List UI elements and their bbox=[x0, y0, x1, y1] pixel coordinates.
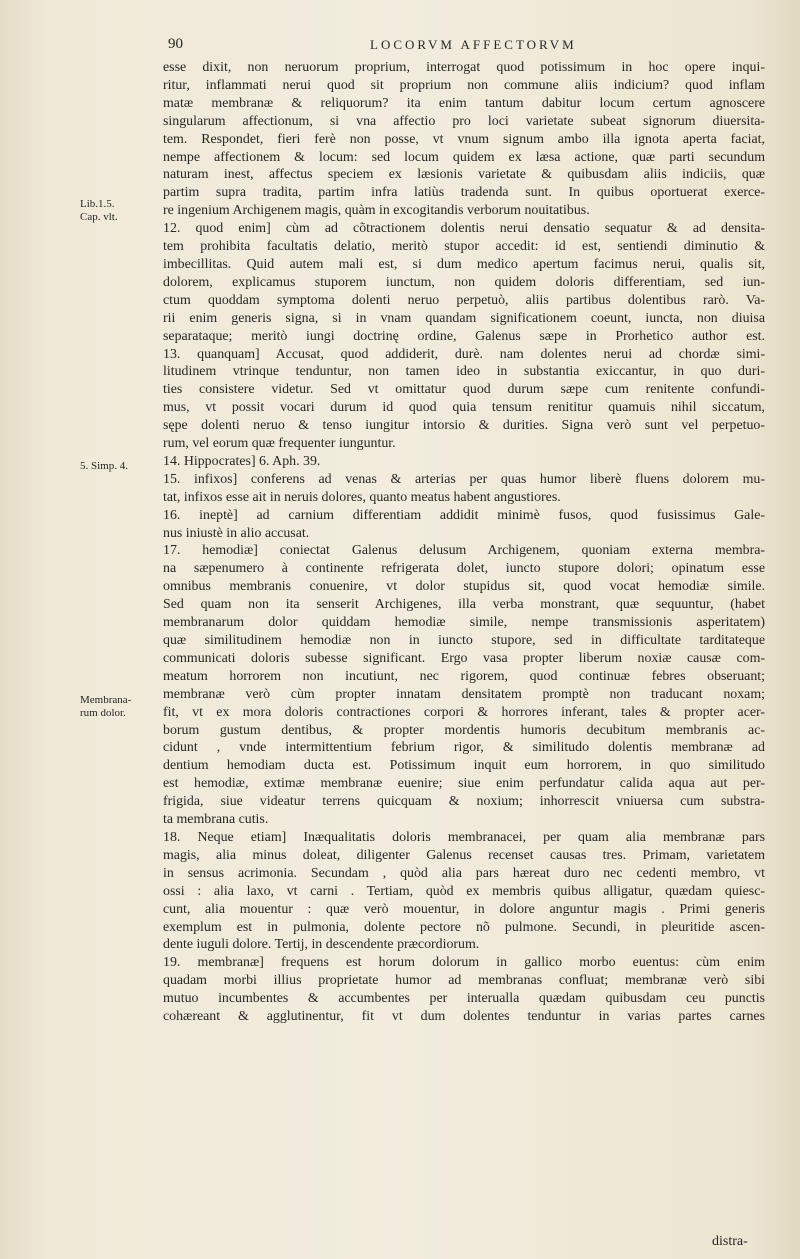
text-line: nempe affectionem & locum: sed locum quidem ex læsa actione, quæ parti secundum bbox=[163, 149, 765, 165]
text-line: imbecillitas. Quid autem mali est, si dum medico apertum facimus nerui, qualis sit, bbox=[163, 256, 765, 272]
running-head: LOCORVM AFFECTORVM bbox=[370, 37, 577, 52]
margin-note-line: Lib.1.5. bbox=[80, 198, 115, 210]
text-line: ossi : alia laxo, vt carni . Tertiam, quòd ex membris quibus alligatur, quædam quiesc- bbox=[163, 883, 765, 899]
text-line: 18. Neque etiam] Inæqualitatis doloris membranacei, per quam alia membranæ pars bbox=[163, 829, 765, 845]
text-line: 16. ineptè] ad carnium differentiam addidit minimè fusos, quod fusissimus Gale- bbox=[163, 507, 765, 523]
text-line: sępe dolenti neruo & tenso iungitur intorsio & durities. Signa verò sunt vel perpetuo- bbox=[163, 418, 765, 434]
text-line: ctum quoddam symptoma dolenti neruo perpetuò, aliis partibus dolentibus rarò. Va- bbox=[163, 292, 765, 308]
text-line: 19. membranæ] frequens est horum dolorum in gallico morbo euentus: cùm enim bbox=[163, 955, 765, 971]
text-line: na sæpenumero à continente refrigerata dolet, iuncto stupore dolori; opinatum esse bbox=[163, 561, 765, 577]
text-line: meatum horrorem non incutiunt, nec rigorem, quod continuæ febres obseruant; bbox=[163, 668, 765, 684]
main-text bbox=[163, 59, 765, 1026]
text-line: dente iuguli dolore. Tertij, in descendente præcordiorum. bbox=[163, 937, 480, 953]
text-line: magis, alia minus doleat, diligenter Galenus recenset causas tres. Primam, varietatem bbox=[163, 847, 765, 863]
text-line: tem prohibita facultatis delatio, meritò stupor accedit: id est, sentiendi diminutio & bbox=[163, 239, 765, 255]
text-line: mus, vt possit vocari durum id quod quia tensum renititur quamuis nihil siccatum, bbox=[163, 400, 765, 416]
text-line: 15. infixos] conferens ad venas & arterias per quas humor liberè fluens dolorem mu- bbox=[163, 471, 765, 487]
text-line: Sed quam non ita senserit Archigenes, illa verba monstrant, quæ sequuntur, (habet bbox=[163, 597, 765, 613]
text-line: cunt, alia mouentur : quæ verò mouentur, in dolore anguntur magis . Primi generis bbox=[163, 901, 765, 917]
text-line: communicati doloris subesse significant. Ergo vasa propter liberum noxiæ causæ com- bbox=[163, 650, 765, 666]
margin-note-membranarum bbox=[80, 694, 152, 720]
text-line: naturam inest, affectus speciem ex læsionis varietate & quibusdam aliis indiciis, quæ bbox=[163, 167, 765, 183]
text-line: ta membrana cutis. bbox=[163, 812, 269, 828]
text-line: ritur, inflammati nerui quod sit proprium non commune aliis indicium? quod inflam bbox=[163, 77, 765, 93]
text-line: quadam morbi illius proprietate humor ad membranas confluat; membranæ verò sibi bbox=[163, 973, 765, 989]
margin-note-line: Cap. vlt. bbox=[80, 211, 118, 223]
text-line: singularum affectionum, si vna affectio pro loci varietate subeat signorum diuersita- bbox=[163, 113, 765, 129]
margin-note-simp bbox=[80, 460, 152, 473]
text-line: partim supra tradita, partim infra latiùs tradenda sunt. In quibus oportuerat exerce- bbox=[163, 185, 765, 201]
text-line: mutuo incumbentes & accumbentes per interualla quædam quibusdam ceu punctis bbox=[163, 991, 765, 1007]
text-line: rii enim generis signa, si in vnam quandam significationem coeunt, iuncta, non diuisa bbox=[163, 310, 765, 326]
text-line: membranarum dolor quiddam hemodiæ simile, nempe transmissionis asperitatem) bbox=[163, 615, 765, 631]
text-line: fit, vt ex mora doloris contractiones corpori & horrores inferant, tales & propter acer- bbox=[163, 704, 765, 720]
text-line: tat, infixos esse ait in neruis dolores, quanto meatus habent angustiores. bbox=[163, 489, 561, 505]
text-line: nus iniustè in alio accusat. bbox=[163, 525, 310, 541]
text-line: 14. Hippocrates] 6. Aph. 39. bbox=[163, 453, 321, 469]
catchword: distra- bbox=[712, 1234, 748, 1249]
text-line: borum gustum dentibus, & propter mordentis humoris decubitum membranis ac- bbox=[163, 722, 765, 738]
text-line: rum, vel eorum quæ frequenter iunguntur. bbox=[163, 436, 396, 452]
page-header bbox=[160, 36, 760, 58]
text-line: 17. hemodiæ] coniectat Galenus delusum Archigenem, quoniam externa membra- bbox=[163, 543, 765, 559]
text-line: in sensus acrimonia. Secundam , quòd alia pars hæreat duro nec cedenti membro, vt bbox=[163, 865, 765, 881]
text-line: membranæ verò cùm propter innatam densitatem promptè non traducant noxam; bbox=[163, 686, 765, 702]
text-line: 13. quanquam] Accusat, quod addiderit, durè. nam dolentes nerui ad chordæ simi- bbox=[163, 346, 765, 362]
margin-note-lib bbox=[80, 198, 152, 224]
text-line: quæ similitudinem hemodiæ non in iuncto stupore, sed in difficultate tarditateque bbox=[163, 633, 765, 648]
text-line: tem. Respondet, fieri ferè non posse, vt vnum signum ambo illa ignota aperta faciat, bbox=[163, 131, 765, 147]
text-line: matæ membranæ & reliquorum? ita enim tantum dabitur locum certum agnoscere bbox=[163, 95, 765, 111]
text-line: est hemodiæ, extimæ membranæ euenire; siue enim perfundatur calida aqua aut per- bbox=[163, 776, 765, 792]
text-line: exemplum est in pulmonia, dolente pectore nõ pulmone. Secundi, in pleuritide ascen- bbox=[163, 919, 765, 935]
text-line: dolorem, explicamus stuporem iunctum, non quidem doloris differentiam, sed iun- bbox=[163, 274, 765, 290]
text-line: cidunt , vnde intermittentium febrium rigor, & similitudo dolentis membranæ ad bbox=[163, 740, 765, 756]
text-line: re ingenium Archigenem magis, quàm in excogitandis verborum nouitatibus. bbox=[163, 203, 590, 219]
text-line: cohæreant & agglutinentur, fit vt dum dolentes tenduntur in varias partes carnes bbox=[163, 1009, 765, 1025]
page-number: 90 bbox=[168, 36, 183, 52]
text-line: frigida, siue videatur terrens quicquam & noxium; inhorrescit vniuersa cum substra- bbox=[163, 794, 765, 810]
text-line: ties consistere videtur. Sed vt omittatur quod durum sæpe cum renitente confundi- bbox=[163, 382, 765, 398]
text-line: dentium hemodiam ducta est. Potissimum inquit eum horrorem, in quo similitudo bbox=[163, 758, 765, 774]
text-line: esse dixit, non neruorum proprium, interrogat quod potissimum in hoc opere inqui- bbox=[163, 60, 765, 75]
text-line: litudinem vtrinque tenduntur, non tamen ideo in substantia exiccantur, in quo duri- bbox=[163, 364, 765, 380]
margin-note-line: Membrana- bbox=[80, 694, 132, 706]
margin-note-line: 5. Simp. 4. bbox=[80, 460, 128, 472]
text-line: 12. quod enim] cùm ad cõtractionem dolentis nerui densatio sequatur & ad densita- bbox=[163, 221, 765, 237]
text-line: omnibus membranis conuenire, vt dolor stupidus sit, quod vocat hemodiæ simile. bbox=[163, 579, 765, 595]
text-line: separataque; meritò iungi doctrinę ordine, Galenus sæpe in Prorhetico author est. bbox=[163, 328, 765, 344]
margin-note-line: rum dolor. bbox=[80, 707, 126, 719]
